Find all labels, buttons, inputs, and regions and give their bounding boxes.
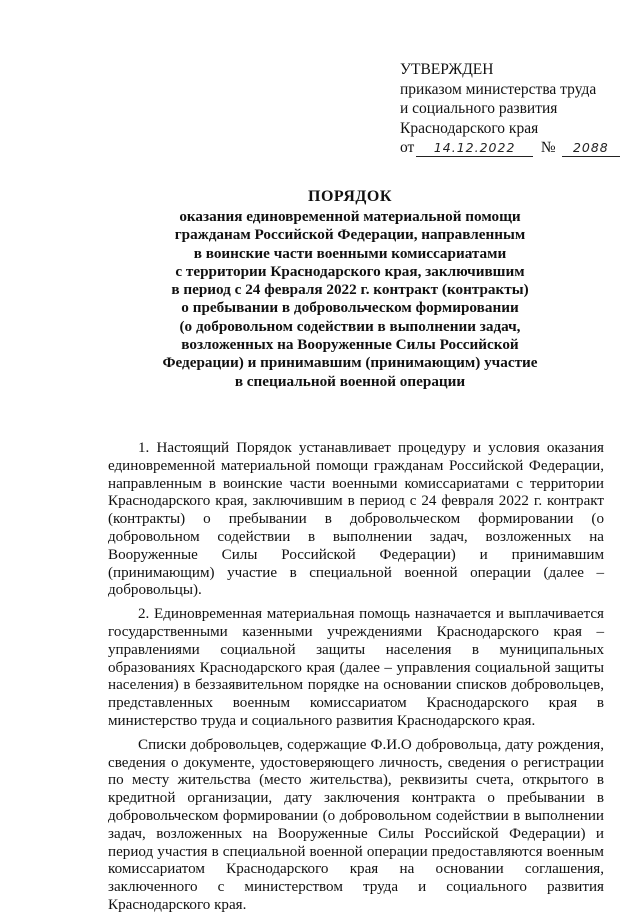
paragraph-2: 2. Единовременная материальная помощь назначается и выплачивается государственными казенными учреждениями Краснодарского края – управлениями социальной защиты населения в муниципальных образованиях Краснодарского края (далее – управления социальной защиты населения) в беззаявительном порядке на основании списков добровольцев, представленных военным комиссариатом Краснодарского края в министерство труда и социального развития Краснодарского края. xyxy=(108,606,604,729)
title-line: о пребывании в добровольческом формировании xyxy=(181,299,519,317)
date-prefix: от xyxy=(400,139,415,157)
title-line: гражданам Российской Федерации, направленным xyxy=(174,226,526,244)
approval-region-line: Краснодарского края xyxy=(400,119,539,137)
approval-order-line: приказом министерства труда xyxy=(400,80,597,98)
title-line: в период с 24 февраля 2022 г. контракт (контракты) xyxy=(171,281,529,299)
title-heading: ПОРЯДОК xyxy=(308,188,392,205)
number-sign: № xyxy=(540,139,556,157)
paragraph-1: 1. Настоящий Порядок устанавливает процедуру и условия оказания единовременной материальной помощи гражданам Российской Федерации, направленным в воинские части военными комиссариатами с территории Краснодарского края, заключившим в период с 24 февраля 2022 г. контракт (контракты) о пребывании в добровольческом формировании (о добровольном содействии в выполнении задач, возложенных на Вооруженные Силы Российской Федерации) и принимавшим (принимающим) участие в специальной военной операции (далее – добровольцы). xyxy=(108,440,604,599)
title-line: оказания единовременной материальной помощи xyxy=(179,208,521,225)
approval-ministry-line: и социального развития xyxy=(400,100,558,118)
title-line: в воинские части военными комиссариатами xyxy=(193,244,507,262)
approval-stamp-block xyxy=(400,60,620,158)
paragraph-3: Списки добровольцев, содержащие Ф.И.О добровольца, дату рождения, сведения о документе, удостоверяющего личность, сведения о регистрации по месту жительства (место жительства), реквизиты счета, открытого в кредитной организации, дату заключения контракта о пребывании в добровольческом формировании (о добровольном содействии в выполнении задач, возложенных на Вооруженные Силы Российской Федерации) и период участия в специальной военной операции предоставляются военным комиссариатом Краснодарского края на основании соглашения, заключенного с министерством труда и социального развития Краснодарского края. xyxy=(108,736,604,913)
title-line: возложенных на Вооруженные Силы Российской xyxy=(181,336,519,354)
document-title xyxy=(100,186,600,391)
approval-title: УТВЕРЖДЕН xyxy=(400,61,494,78)
title-line: (о добровольном содействии в выполнении задач, xyxy=(179,317,521,335)
approval-date-line xyxy=(400,138,620,158)
title-line: Федерации) и принимавшим (принимающим) участие xyxy=(162,354,538,372)
title-line: с территории Краснодарского края, заключившим xyxy=(175,262,525,280)
title-line: в специальной военной операции xyxy=(234,372,466,390)
handwritten-order-number: 2088 xyxy=(562,140,620,157)
document-body xyxy=(108,440,604,915)
handwritten-date: 14.12.2022 xyxy=(416,140,533,157)
